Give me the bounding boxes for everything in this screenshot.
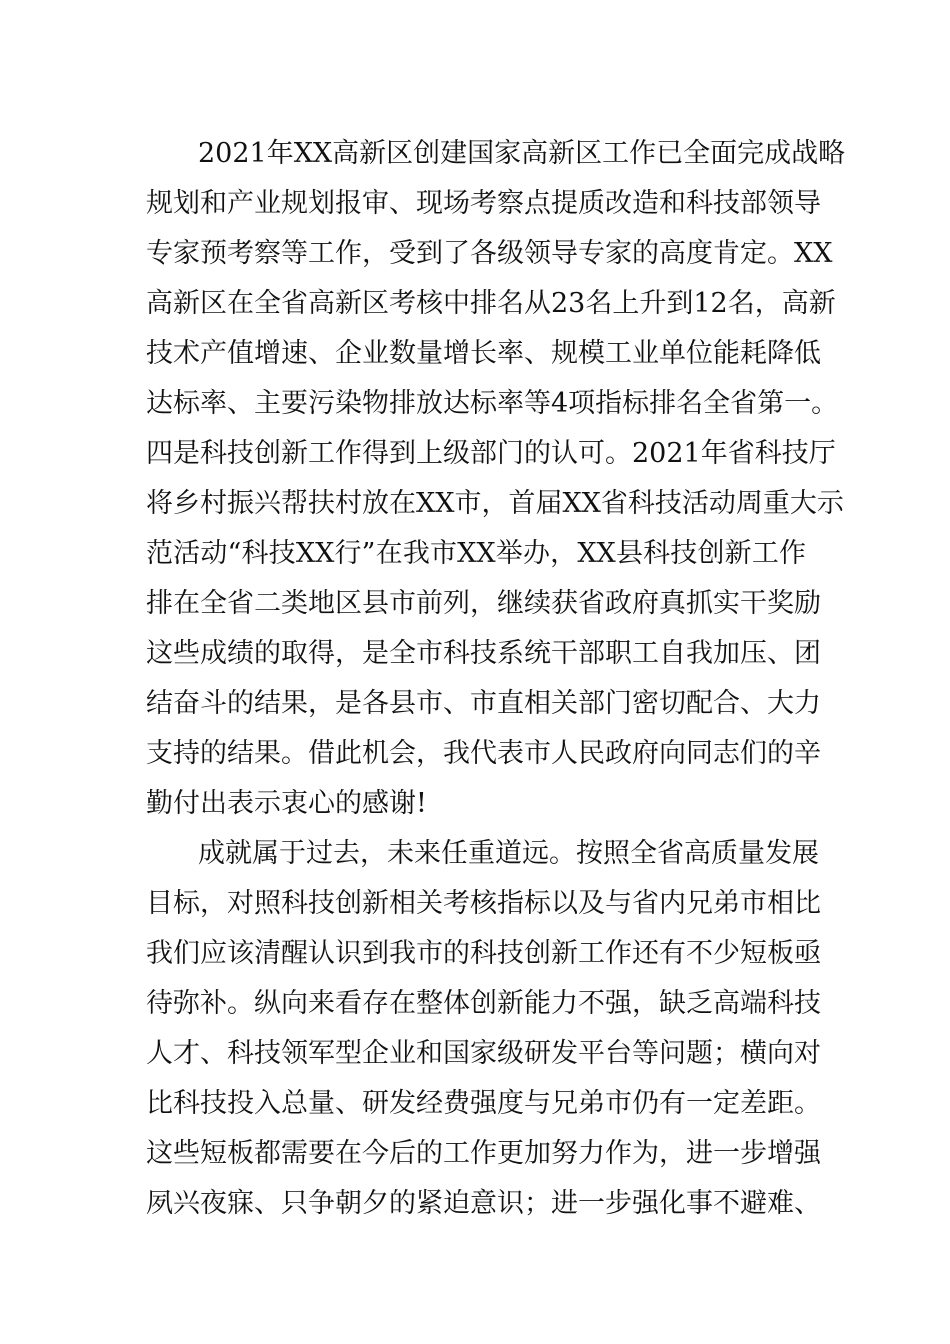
paragraph-line: 人才、科技领军型企业和国家级研发平台等问题；横向对 — [146, 1038, 821, 1069]
paragraph-line: 比科技投入总量、研发经费强度与兄弟市仍有一定差距。 — [146, 1088, 821, 1119]
paragraph-line: 结奋斗的结果，是各县市、市直相关部门密切配合、大力 — [146, 688, 821, 719]
paragraph-line: 达标率、主要污染物排放达标率等4项指标排名全省第一。 — [146, 388, 839, 419]
paragraph-line: 夙兴夜寐、只争朝夕的紧迫意识；进一步强化事不避难、 — [146, 1188, 821, 1219]
paragraph-line: 专家预考察等工作，受到了各级领导专家的高度肯定。XX — [146, 238, 833, 269]
paragraph-line: 成就属于过去，未来任重道远。按照全省高质量发展 — [198, 838, 819, 869]
paragraph-line: 这些短板都需要在今后的工作更加努力作为，进一步增强 — [146, 1138, 821, 1169]
paragraph-line: 四是科技创新工作得到上级部门的认可。2021年省科技厅 — [146, 438, 836, 469]
paragraph-line: 这些成绩的取得，是全市科技系统干部职工自我加压、团 — [146, 638, 821, 669]
paragraph-line: 勤付出表示衷心的感谢! — [146, 788, 427, 819]
paragraph-line: 将乡村振兴帮扶村放在XX市，首届XX省科技活动周重大示 — [146, 488, 844, 519]
paragraph-line: 我们应该清醒认识到我市的科技创新工作还有不少短板亟 — [146, 938, 821, 969]
paragraph-line: 支持的结果。借此机会，我代表市人民政府向同志们的辛 — [146, 738, 821, 769]
paragraph-line: 技术产值增速、企业数量增长率、规模工业单位能耗降低 — [146, 338, 821, 369]
paragraph-line: 范活动“科技XX行”在我市XX举办，XX县科技创新工作 — [146, 538, 806, 569]
paragraph-line: 规划和产业规划报审、现场考察点提质改造和科技部领导 — [146, 188, 821, 219]
paragraph-line: 待弥补。纵向来看存在整体创新能力不强，缺乏高端科技 — [146, 988, 821, 1019]
paragraph-line: 排在全省二类地区县市前列，继续获省政府真抓实干奖励 — [146, 588, 821, 619]
paragraph-line: 目标，对照科技创新相关考核指标以及与省内兄弟市相比 — [146, 888, 821, 919]
paragraph-line: 2021年XX高新区创建国家高新区工作已全面完成战略 — [198, 138, 846, 169]
paragraph-line: 高新区在全省高新区考核中排名从23名上升到12名，高新 — [146, 288, 836, 319]
